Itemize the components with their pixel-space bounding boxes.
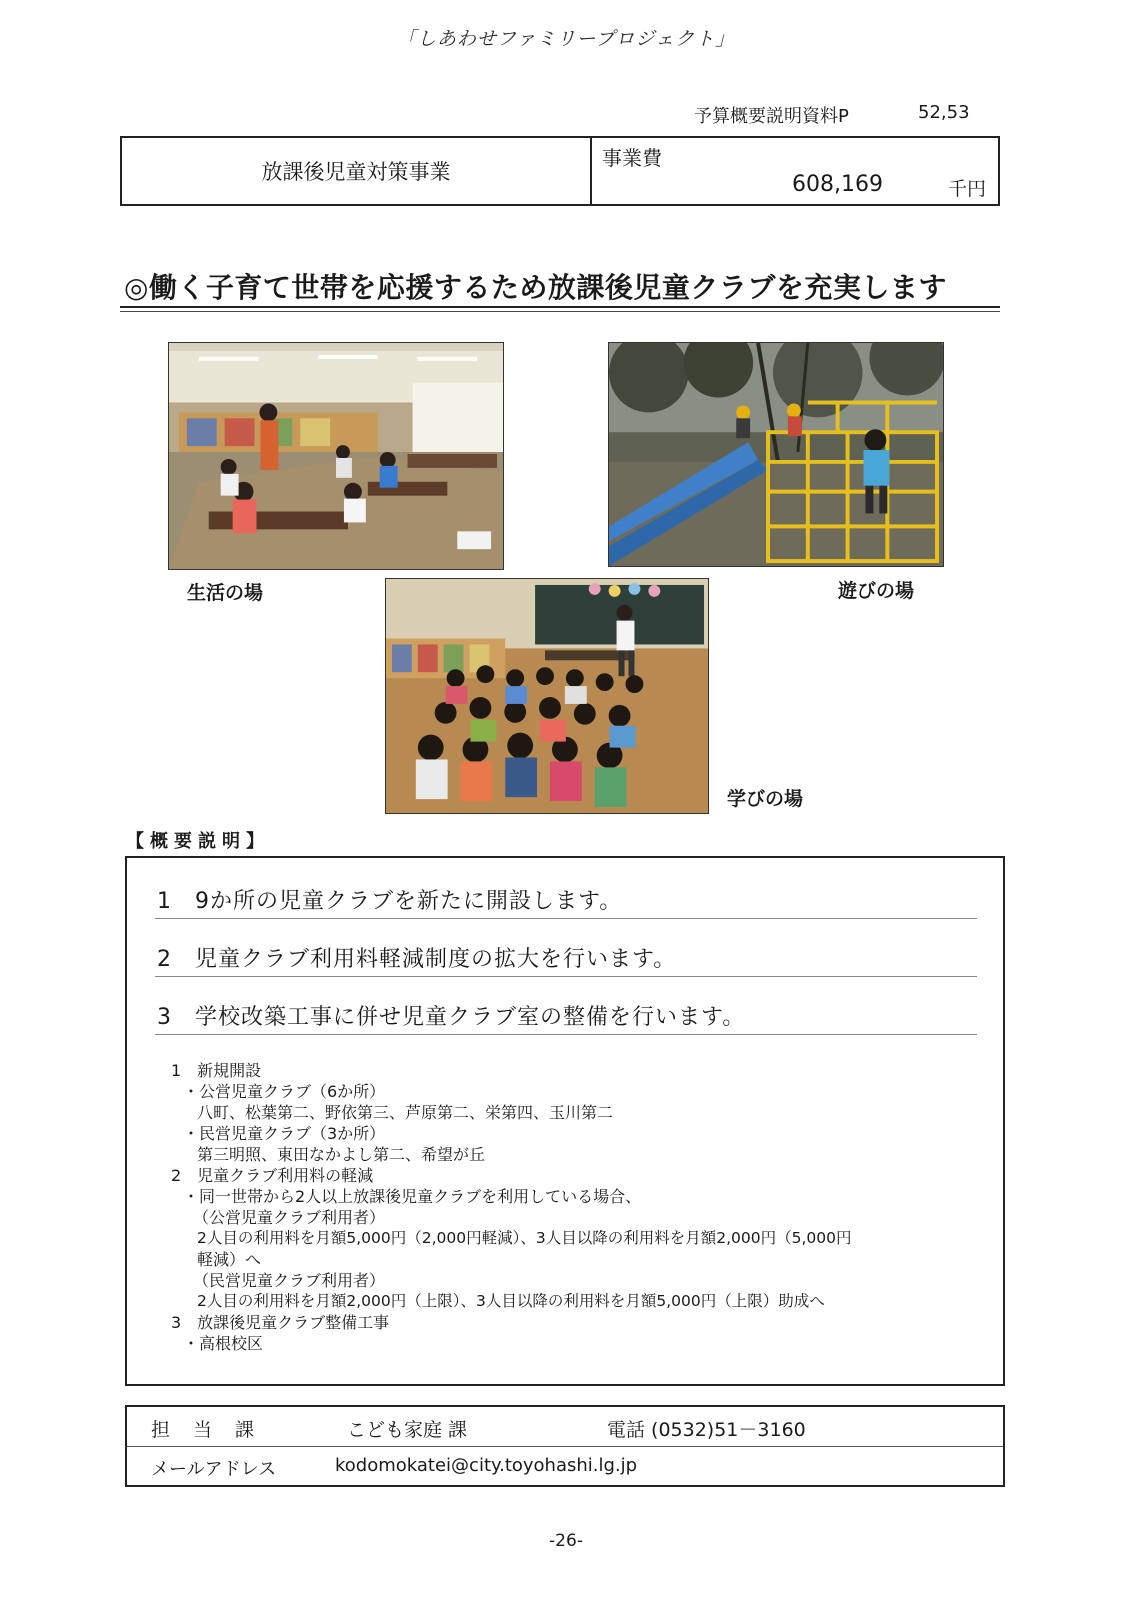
detail-line: 2人目の利用料を月額2,000円（上限）、3人目以降の利用料を月額5,000円（上限）助成へ (197, 1292, 825, 1310)
headline-underline (120, 306, 1000, 308)
point-divider (155, 976, 977, 977)
page-number: -26- (549, 1531, 583, 1551)
detail-line: 2 児童クラブ利用料の軽減 (171, 1166, 374, 1185)
summary-box (125, 856, 1005, 1386)
caption-play: 遊びの場 (838, 580, 915, 602)
reference-label: 予算概要説明資料P (694, 106, 849, 127)
budget-cost-cell (592, 138, 998, 204)
contact-table (125, 1405, 1005, 1487)
point-divider (155, 1034, 977, 1035)
detail-line: ・公営児童クラブ（6か所） (183, 1082, 386, 1101)
summary-point: 3 学校改築工事に併せ児童クラブ室の整備を行います。 (157, 1005, 746, 1030)
contact-divider (127, 1446, 1003, 1447)
point-divider (155, 918, 977, 919)
photo-play (608, 342, 944, 567)
headline: ◎働く子育て世帯を応援するため放課後児童クラブを充実します (124, 271, 947, 304)
cost-label: 事業費 (602, 146, 662, 170)
caption-life: 生活の場 (187, 582, 264, 604)
project-name: 放課後児童対策事業 (122, 138, 592, 204)
caption-learning: 学びの場 (727, 788, 804, 810)
photo-life (168, 342, 504, 570)
cost-amount: 608,169 (792, 172, 883, 197)
detail-line: （公営児童クラブ利用者） (193, 1208, 386, 1227)
cost-unit: 千円 (947, 178, 986, 200)
dept-name: こども家庭 課 (347, 1419, 468, 1441)
phone-number: 電話 (0532)51－3160 (607, 1419, 806, 1441)
detail-line: 軽減）へ (197, 1250, 262, 1269)
detail-line: （民営児童クラブ利用者） (193, 1271, 386, 1290)
headline-underline-thin (120, 311, 1000, 312)
detail-line: 第三明照、東田なかよし第二、希望が丘 (197, 1145, 486, 1164)
detail-line: 3 放課後児童クラブ整備工事 (171, 1313, 390, 1332)
summary-point: 1 9か所の児童クラブを新たに開設します。 (157, 889, 623, 914)
detail-line: ・同一世帯から2人以上放課後児童クラブを利用している場合、 (183, 1187, 642, 1206)
budget-table (120, 136, 1000, 206)
dept-label: 担 当 課 (151, 1419, 257, 1441)
reference-pages: 52,53 (918, 102, 970, 123)
detail-line: ・民営児童クラブ（3か所） (183, 1124, 386, 1143)
detail-line: 2人目の利用料を月額5,000円（2,000円軽減）、3人目以降の利用料を月額2,000円（5,000円 (197, 1229, 852, 1247)
summary-point: 2 児童クラブ利用料軽減制度の拡大を行います。 (157, 947, 677, 972)
detail-line: 1 新規開設 (171, 1061, 262, 1080)
email-label: メールアドレス (151, 1459, 277, 1480)
email-address: kodomokatei@city.toyohashi.lg.jp (335, 1455, 638, 1476)
summary-section-label: 【概要説明】 (126, 831, 270, 852)
detail-line: 八町、松葉第二、野依第三、芦原第二、栄第四、玉川第二 (197, 1103, 614, 1122)
photo-learning (385, 578, 709, 814)
detail-line: ・高根校区 (183, 1334, 264, 1353)
project-title: 「しあわせファミリープロジェクト」 (396, 28, 736, 50)
